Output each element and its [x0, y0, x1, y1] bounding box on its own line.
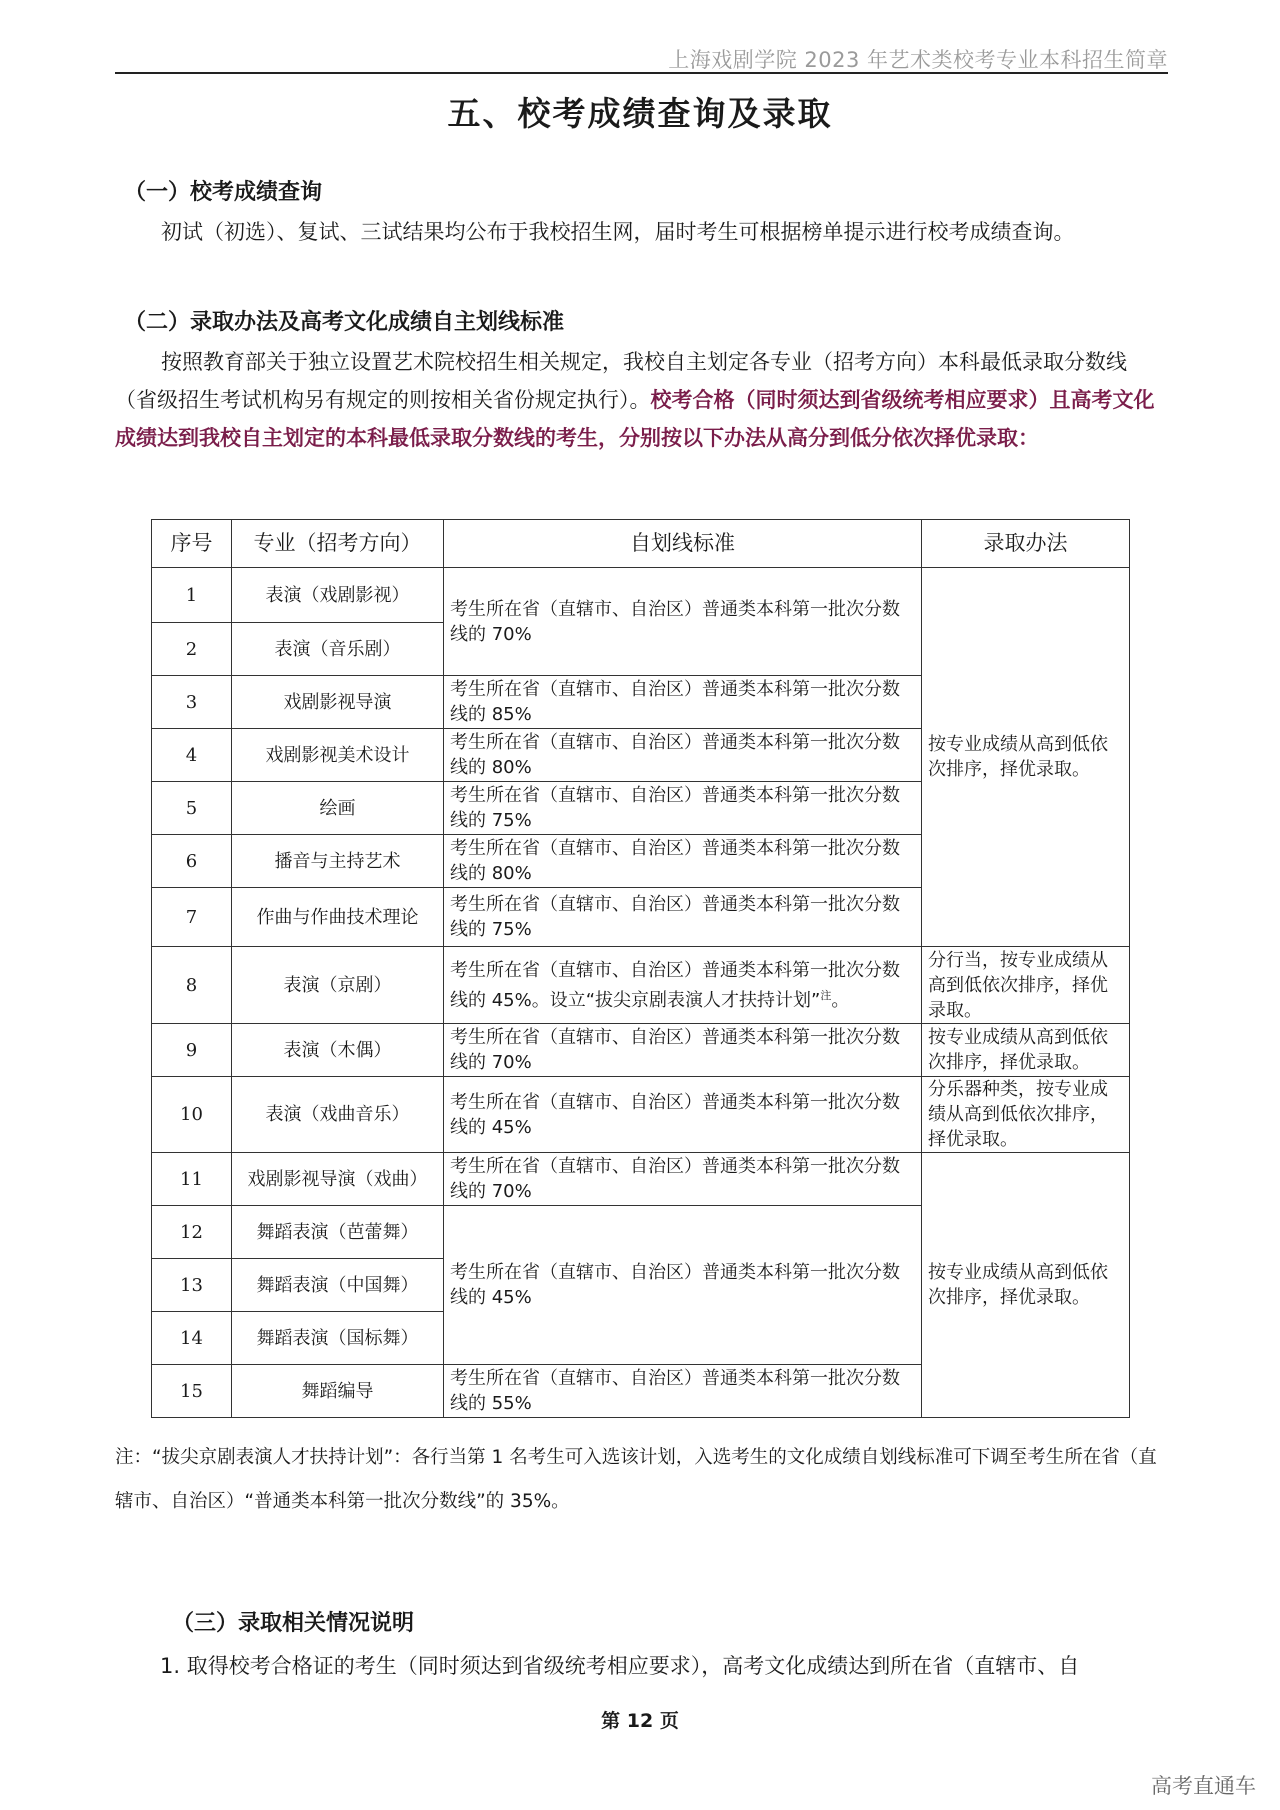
- row-number: 9: [152, 1024, 232, 1077]
- row-major: 播音与主持艺术: [232, 835, 444, 888]
- row-major: 表演（戏曲音乐）: [232, 1077, 444, 1153]
- row-number: 6: [152, 835, 232, 888]
- row-standard: 考生所在省（直辖市、自治区）普通类本科第一批次分数线的 75%: [444, 782, 922, 835]
- row-number: 13: [152, 1259, 232, 1312]
- row-standard: [444, 947, 922, 1024]
- table-row: [152, 1153, 1130, 1206]
- section-2-text-highlight: 校考合格（同时须达到省级统考相应要求）且高考文化成绩达到我校自主划定的本科最低录取分数线的考生，分别按以下办法从高分到低分依次择优录取：: [115, 388, 1155, 450]
- row-standard: 考生所在省（直辖市、自治区）普通类本科第一批次分数线的 85%: [444, 676, 922, 729]
- note-marker: 注: [820, 988, 832, 1002]
- row-number: 11: [152, 1153, 232, 1206]
- row-method: 分乐器种类，按专业成绩从高到低依次排序，择优录取。: [922, 1077, 1130, 1153]
- row-standard: 考生所在省（直辖市、自治区）普通类本科第一批次分数线的 45%: [444, 1206, 922, 1365]
- section-3-heading: （三）录取相关情况说明: [172, 1611, 415, 1636]
- row-major: 戏剧影视导演: [232, 676, 444, 729]
- section-1-heading: （一）校考成绩查询: [124, 180, 323, 205]
- row-major: 绘画: [232, 782, 444, 835]
- row-number: 14: [152, 1312, 232, 1365]
- header-rule: [115, 72, 1168, 74]
- section-2-text-normal: 按照教育部关于独立设置艺术院校招生相关规定，我校自主划定各专业（招考方向）本科最低录取分数线（省级招生考试机构另有规定的则按相关省份规定执行）。: [115, 350, 1127, 412]
- row-major: 作曲与作曲技术理论: [232, 888, 444, 947]
- row-standard: 考生所在省（直辖市、自治区）普通类本科第一批次分数线的 75%: [444, 888, 922, 947]
- row-major: 表演（音乐剧）: [232, 623, 444, 676]
- row-number: 5: [152, 782, 232, 835]
- section-2-heading: （二）录取办法及高考文化成绩自主划线标准: [124, 310, 565, 335]
- section-1-text: 初试（初选）、复试、三试结果均公布于我校招生网，届时考生可根据榜单提示进行校考成绩查询。: [161, 220, 1075, 244]
- row-number: 10: [152, 1077, 232, 1153]
- header-no: 序号: [152, 520, 232, 568]
- page-number: 第 12 页: [601, 1710, 679, 1732]
- row-number: 3: [152, 676, 232, 729]
- row-standard: 考生所在省（直辖市、自治区）普通类本科第一批次分数线的 70%: [444, 568, 922, 676]
- row-standard: 考生所在省（直辖市、自治区）普通类本科第一批次分数线的 80%: [444, 729, 922, 782]
- row-method: 分行当，按专业成绩从高到低依次排序，择优录取。: [922, 947, 1130, 1024]
- row-number: 1: [152, 568, 232, 623]
- section-3-item-1: 1. 取得校考合格证的考生（同时须达到省级统考相应要求），高考文化成绩达到所在省（直辖市、自: [160, 1654, 1080, 1678]
- row-number: 15: [152, 1365, 232, 1418]
- row-major: 舞蹈表演（国标舞）: [232, 1312, 444, 1365]
- row-major: 舞蹈表演（芭蕾舞）: [232, 1206, 444, 1259]
- row-method: 按专业成绩从高到低依次排序，择优录取。: [922, 1024, 1130, 1077]
- row-number: 2: [152, 623, 232, 676]
- row-standard: 考生所在省（直辖市、自治区）普通类本科第一批次分数线的 55%: [444, 1365, 922, 1418]
- row-major: 舞蹈表演（中国舞）: [232, 1259, 444, 1312]
- row-number: 7: [152, 888, 232, 947]
- table-footnote: 注：“拔尖京剧表演人才扶持计划”：各行当第 1 名考生可入选该计划，入选考生的文化成绩自划线标准可下调至考生所在省（直辖市、自治区）“普通类本科第一批次分数线”的 35%。: [115, 1447, 1157, 1512]
- row-standard: 考生所在省（直辖市、自治区）普通类本科第一批次分数线的 70%: [444, 1153, 922, 1206]
- admission-standards-table: [151, 519, 1130, 1418]
- table-header-row: [152, 520, 1130, 568]
- row-method: 按专业成绩从高到低依次排序，择优录取。: [922, 568, 1130, 947]
- header-standard: 自划线标准: [444, 520, 922, 568]
- row-number: 8: [152, 947, 232, 1024]
- header-method: 录取办法: [922, 520, 1130, 568]
- row-major: 舞蹈编导: [232, 1365, 444, 1418]
- row-standard: 考生所在省（直辖市、自治区）普通类本科第一批次分数线的 70%: [444, 1024, 922, 1077]
- table-row: [152, 1024, 1130, 1077]
- row-standard-end: 。: [831, 989, 850, 1011]
- row-major: 表演（京剧）: [232, 947, 444, 1024]
- running-header: 上海戏剧学院 2023 年艺术类校考专业本科招生简章: [668, 48, 1168, 72]
- row-method: 按专业成绩从高到低依次排序，择优录取。: [922, 1153, 1130, 1418]
- row-number: 12: [152, 1206, 232, 1259]
- row-standard: 考生所在省（直辖市、自治区）普通类本科第一批次分数线的 80%: [444, 835, 922, 888]
- row-major: 表演（戏剧影视）: [232, 568, 444, 623]
- table-row: [152, 568, 1130, 623]
- row-major: 戏剧影视美术设计: [232, 729, 444, 782]
- header-major: 专业（招考方向）: [232, 520, 444, 568]
- table-row: [152, 947, 1130, 1024]
- page-title: 五、校考成绩查询及录取: [447, 94, 833, 133]
- row-major: 表演（木偶）: [232, 1024, 444, 1077]
- section-2-text: [115, 343, 1165, 457]
- row-major: 戏剧影视导演（戏曲）: [232, 1153, 444, 1206]
- table-row: [152, 1077, 1130, 1153]
- row-number: 4: [152, 729, 232, 782]
- row-standard-text: 考生所在省（直辖市、自治区）普通类本科第一批次分数线的 45%。设立“拔尖京剧表演人才扶持计划”: [450, 959, 900, 1011]
- watermark-logo-text: 高考直通车: [1151, 1774, 1256, 1798]
- row-standard: 考生所在省（直辖市、自治区）普通类本科第一批次分数线的 45%: [444, 1077, 922, 1153]
